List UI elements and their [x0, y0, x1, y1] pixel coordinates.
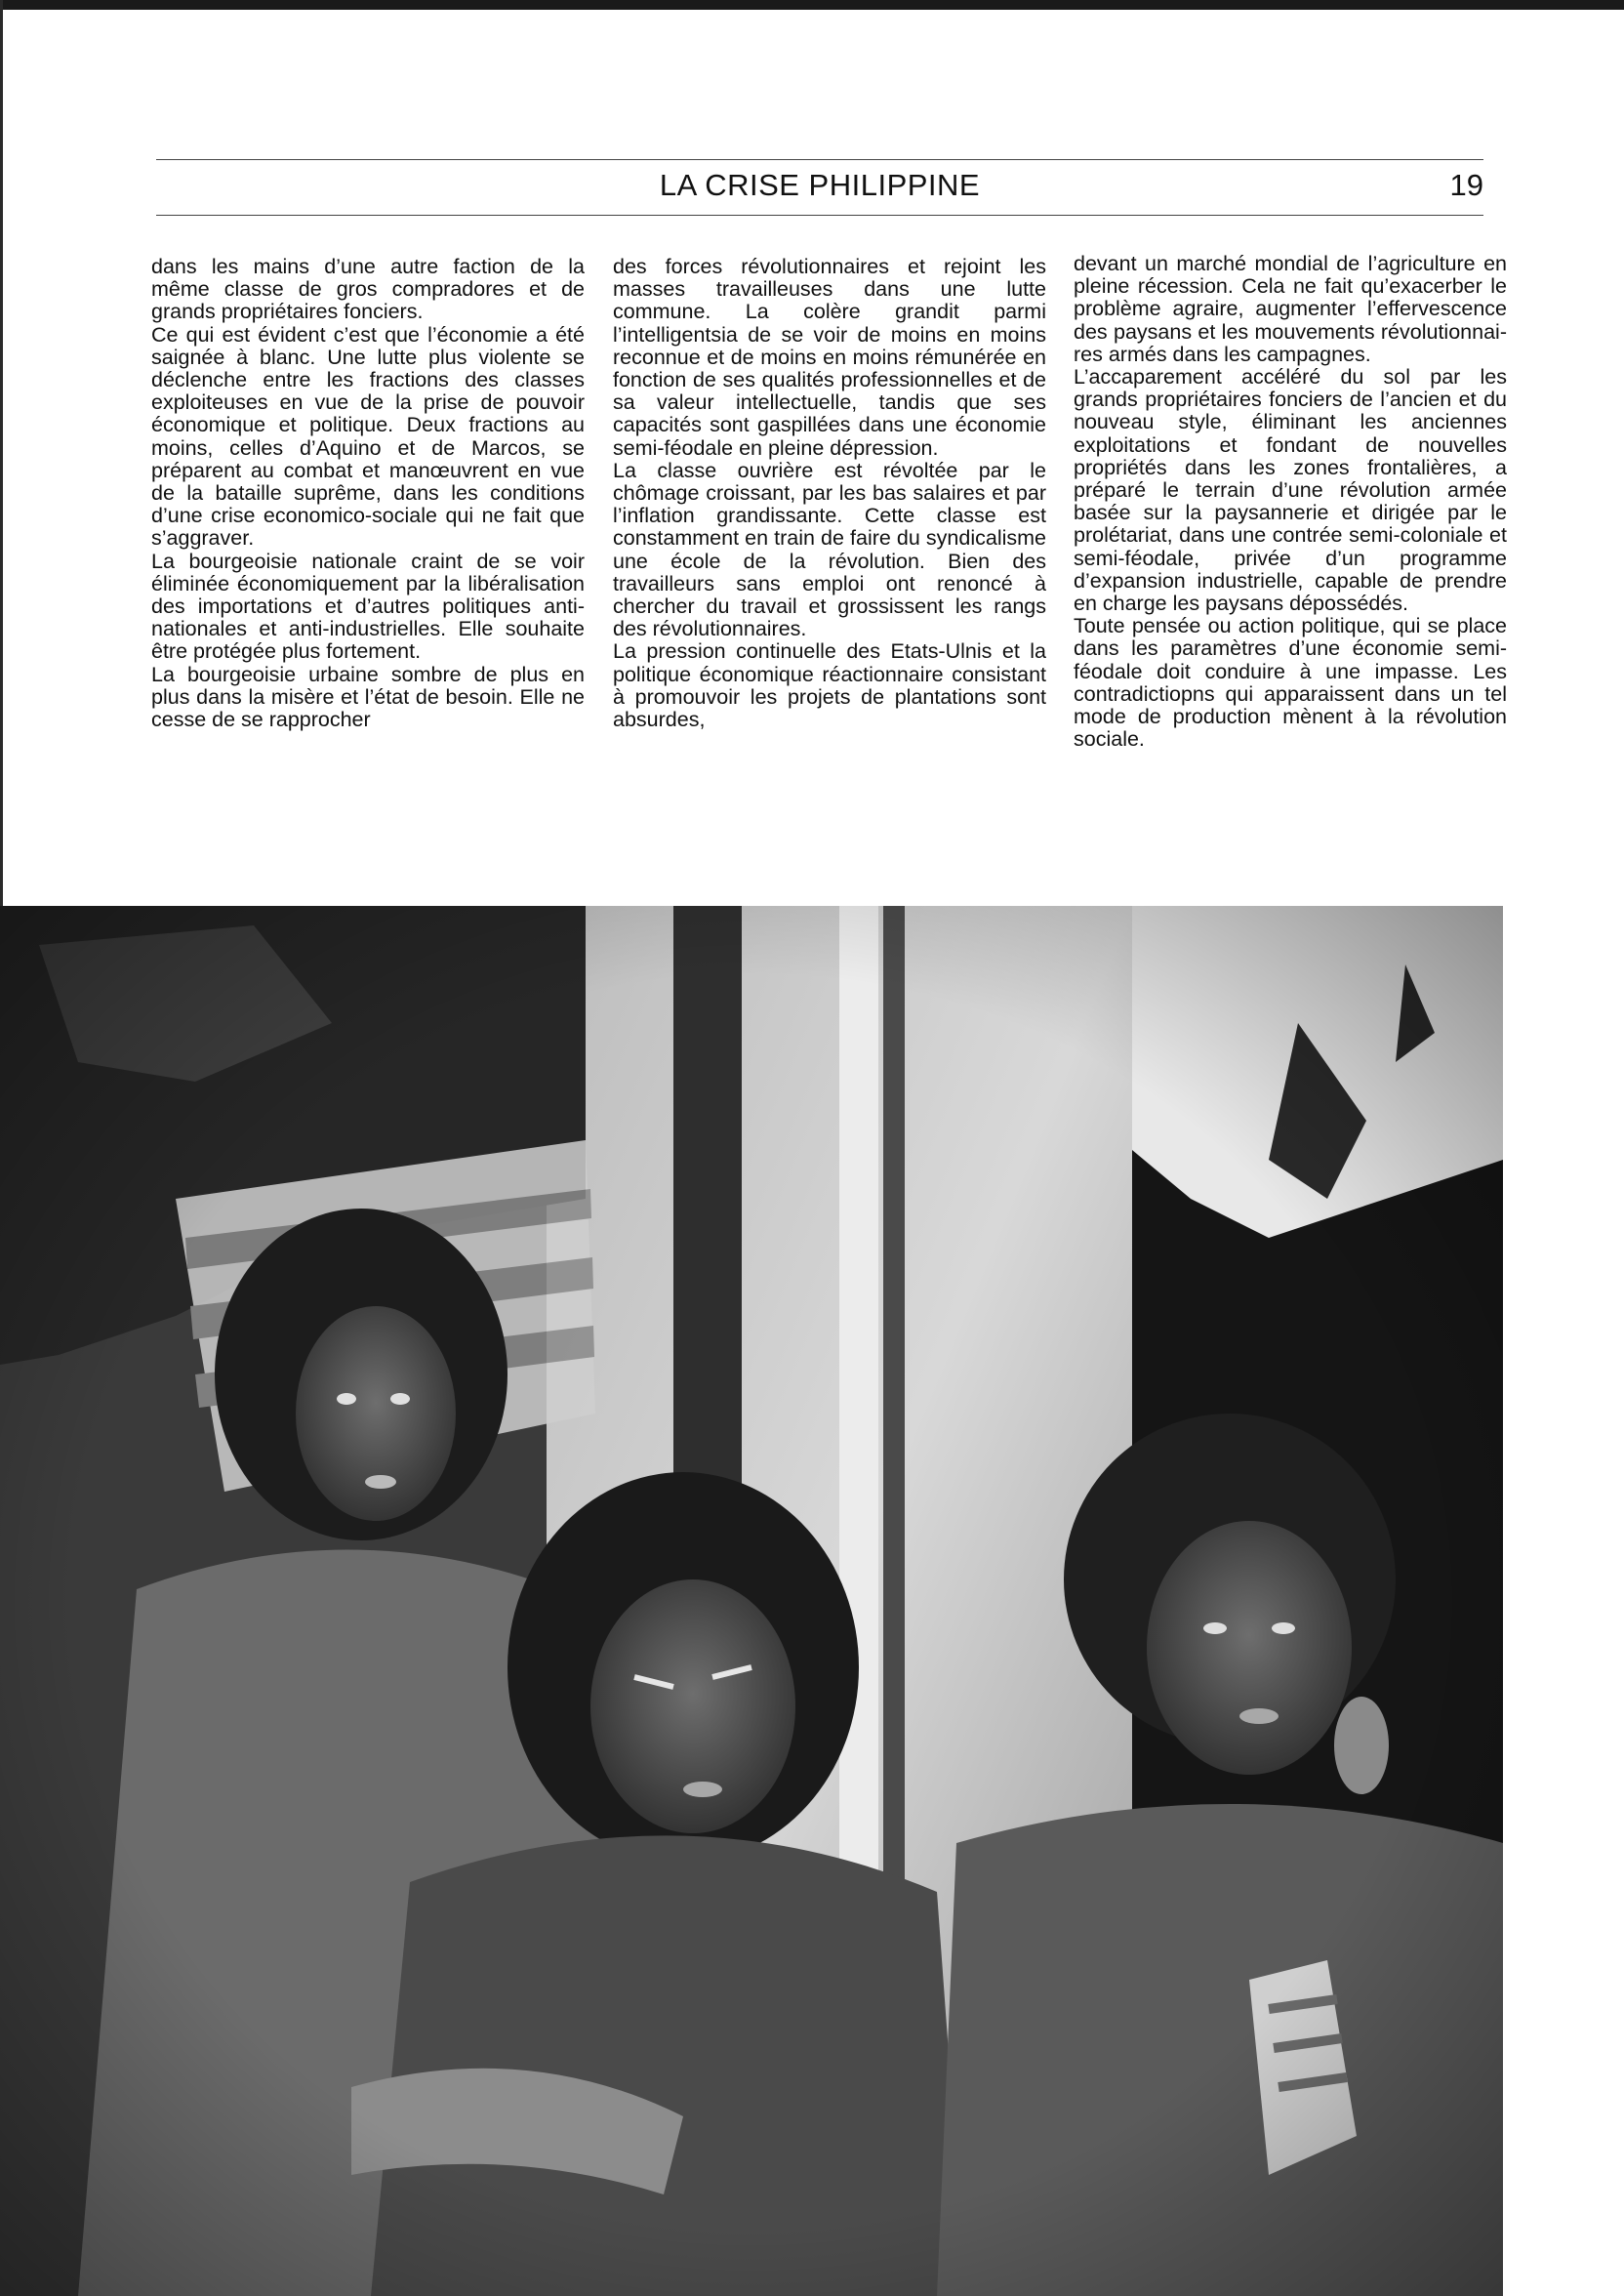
- header-rule-top: [156, 159, 1483, 160]
- running-title: LA CRISE PHILIPPINE: [659, 168, 981, 202]
- paragraph: La bourgeoisie nationale craint de se voir éliminée économiquement par la libéralisation des importations et d’autres politiques anti-nationales et anti-industrielles. Elle souhaite être protégée plus fortement.: [151, 549, 585, 664]
- paragraph: Ce qui est évident c’est que l’économie a été saignée à blanc. Une lutte plus violente se déclenche entre les fractions des classes exploiteuses en vue de la prise de pouvoir économique et politique. Deux fractions au moins, celles d’Aquino et de Marcos, se préparent au combat et manœuvrent en vue de la bataille suprême, dans les conditions d’une crise economico-sociale qui ne fait que s’aggraver.: [151, 322, 585, 551]
- text-column-3: [1074, 253, 1507, 751]
- paragraph: Toute pensée ou action politique, qui se place dans les paramètres d’une économie semi-féodale doit conduire à une impasse. Les contradictiopns qui apparaissent dans un tel mode de production mènent à la révolution sociale.: [1074, 614, 1507, 752]
- paragraph: devant un marché mondial de l’agriculture en pleine récession. Cela ne fait qu’exacerber le problème agraire, augmenter l’effervescence des paysans et les mouvements révolutionnaires armés dans les campagnes.: [1074, 252, 1507, 366]
- page-margin-right: [1503, 906, 1624, 2296]
- header-rule-bottom: [156, 215, 1483, 216]
- page-top-edge: [0, 0, 1624, 10]
- photograph: [0, 906, 1503, 2296]
- running-head: [156, 168, 1483, 207]
- paragraph: des forces révolutionnaires et rejoint les masses travailleuses dans une lutte commune. La colère grandit parmi l’intelligentsia de se voir de moins en moins reconnue et de moins en moins rémunérée en fonction de ses qualités professionnelles et de sa valeur intellectuelle, tandis que ses capacités sont gaspillées dans une économie semi-féodale en pleine dépression.: [613, 255, 1046, 460]
- paragraph: La classe ouvrière est révoltée par le chômage croissant, par les bas salaires et par l’inflation grandissante. Cette classe est constamment en train de faire du syndicalisme une école de la révolution. Bien des travailleurs sans emploi ont renoncé à chercher du travail et grossissent les rangs des révolutionnaires.: [613, 458, 1046, 641]
- paragraph: dans les mains d’une autre faction de la même classe de gros compradores et de grands propriétaires fonciers.: [151, 255, 585, 324]
- text-column-2: [613, 256, 1046, 731]
- page-number: 19: [1449, 168, 1483, 202]
- paragraph: La bourgeoisie urbaine sombre de plus en plus dans la misère et l’état de besoin. Elle ne cesse de se rapprocher: [151, 662, 585, 732]
- paragraph: La pression continuelle des Etats-Ulnis et la politique économique réactionnaire consistant à promouvoir les projets de plantations sont absurdes,: [613, 639, 1046, 732]
- paragraph: L’accaparement accéléré du sol par les grands propriétaires fonciers de l’ancien et du nouveau style, éliminant les anciennes exploitations et fondant de nouvelles propriétés dans les zones frontalières, a préparé le terrain d’une révolution armée basée sur la paysannerie et dirigée par le prolétariat, dans une contrée semi-coloniale et semi-féodale, privée d’un programme d’expansion industrielle, capable de prendre en charge les paysans dépossédés.: [1074, 365, 1507, 616]
- photograph-illustration: [0, 906, 1503, 2296]
- text-column-1: [151, 256, 585, 731]
- page-left-edge: [0, 0, 3, 908]
